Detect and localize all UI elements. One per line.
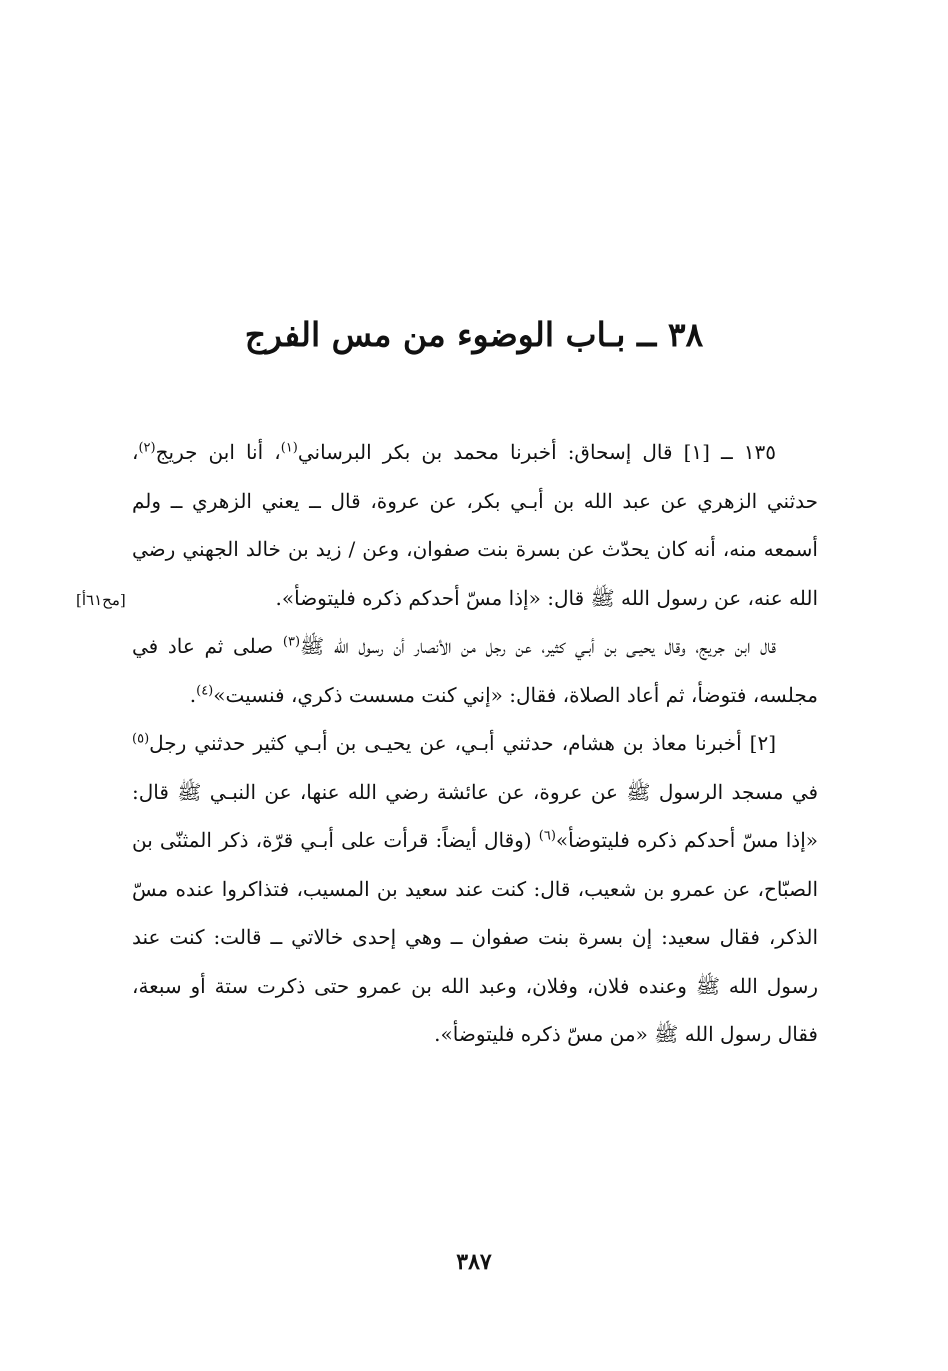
chapter-separator: ــ xyxy=(636,315,657,354)
footnote-ref-6: (٦) xyxy=(538,828,556,844)
paragraph-3-text-b: في مسجد الرسول ﷺ عن عروة، عن عائشة رضي الله عنها، عن النبـي ﷺ قال: «إذا مسّ أحدكم ذكره فليتوضأ» xyxy=(132,779,819,852)
paragraph-3-text-c: (وقال أيضاً: قرأت على أبـي قرّة، ذكر المثنّى بن الصبّاح، عن عمرو بن شعيب، قال: كنت عند سعيد بن المسيب، فتذاكروا عنده مسّ الذكر، فقال سعيد: إن بسرة بنت صفوان ــ وهي إحدى خالاتي ــ قالت: كنت عند رسول الله ﷺ وعنده فلان، وفلان، وعبد الله بن عمرو حتى ذكرت ستة أو سبعة، فقال رسول الله ﷺ «من مسّ ذكره فليتوضأ». xyxy=(132,828,818,1046)
body-text xyxy=(132,428,818,1059)
hadith-number: ١٣٥ xyxy=(743,440,777,464)
paragraph-3-text-a: أخبرنا معاذ بن هشام، حدثني أبـي، عن يحيـى بن أبـي كثير حدثني رجل xyxy=(149,731,750,755)
footnote-ref-4: (٤) xyxy=(196,682,214,698)
hadith-text-b: ، أنا ابن جريج xyxy=(155,440,281,464)
paragraph-3-sub-number: [٢] xyxy=(749,731,776,755)
hadith-sub-number: [١] xyxy=(683,440,710,464)
chapter-title xyxy=(0,305,948,365)
ibn-jurayj-paragraph xyxy=(132,622,818,719)
muadh-paragraph xyxy=(132,719,818,1059)
hadith-text-c: ، حدثني الزهري عن عبد الله بن أبـي بكر، عن عروة، قال ــ يعني الزهري ــ ولم أسمعه منه، أنه كان يحدّث عن بسرة بنت صفوان، وعن / زيد بن خالد الجهني رضي الله عنه، عن رسول الله ﷺ قال: «إذا مسّ أحدكم ذكره فليتوضأ». xyxy=(132,440,818,610)
page-number: ٣٨٧ xyxy=(456,1249,492,1275)
hadith-dash: ــ xyxy=(721,440,733,464)
paragraph-2-text-b: صلى ثم عاد في مجلسه، فتوضأ، ثم أعاد الصلاة، فقال: «إني كنت مسست ذكري، فنسيت» xyxy=(132,634,818,707)
footnote-ref-2: (٢) xyxy=(138,440,156,456)
footnote-ref-1: (١) xyxy=(280,440,298,456)
manuscript-folio-marker: [مح٦١أ] xyxy=(76,591,126,609)
paragraph-2-text-a: قال ابن جريج، وقال يحيـى بن أبـي كثير، عن رجل من الأنصار أن رسول الله ﷺ xyxy=(300,634,776,658)
footnote-ref-3: (٣) xyxy=(282,634,301,650)
hadith-text-a: قال إسحاق: أخبرنا محمد بن بكر البرساني xyxy=(297,440,673,464)
footnote-ref-5: (٥) xyxy=(132,731,150,747)
chapter-heading: بـاب الوضوء من مس الفرج xyxy=(244,315,626,354)
paragraph-2-text-c: . xyxy=(189,682,197,707)
chapter-number: ٣٨ xyxy=(667,315,704,354)
hadith-135-paragraph xyxy=(132,428,818,622)
